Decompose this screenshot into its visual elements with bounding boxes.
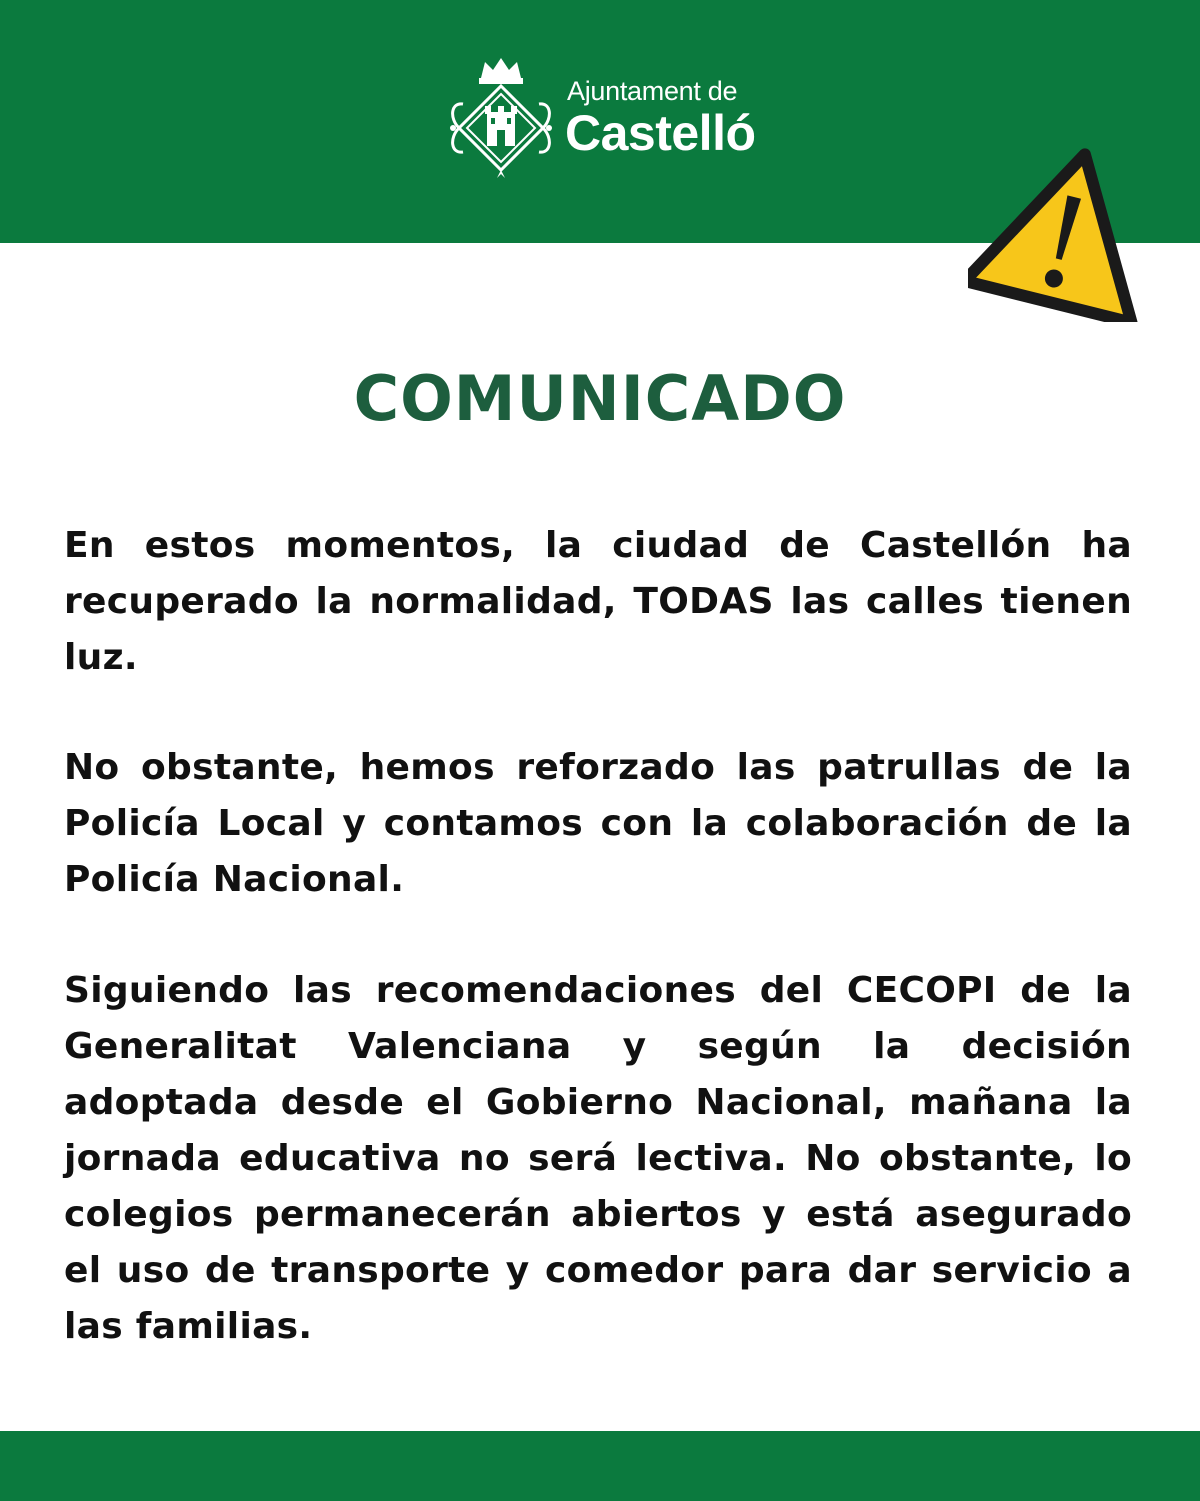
paragraph-normalidad: En estos momentos, la ciudad de Castellón ha recuperado la normalidad, TODAS las calles tienen luz. <box>64 525 1132 678</box>
ajuntament-logo <box>445 52 755 182</box>
footer-banner <box>0 1431 1200 1501</box>
coat-of-arms-icon <box>445 52 557 182</box>
logo-title: Castelló <box>565 105 756 161</box>
page-title: COMUNICADO <box>353 362 847 435</box>
warning-triangle-icon <box>968 138 1164 322</box>
paragraph-cecopi: Siguiendo las recomendaciones del CECOPI de la Generalitat Valenciana y según la decisión adoptada desde el Gobierno Nacional, mañana la jornada educativa no será lectiva. No obstante, lo colegios permanecerán abiertos y está asegurado el uso de transporte y comedor para dar servicio a las familias. <box>64 970 1132 1347</box>
logo-subtitle: Ajuntament de <box>567 76 738 106</box>
paragraph-policia: No obstante, hemos reforzado las patrullas de la Policía Local y contamos con la colaboración de la Policía Nacional. <box>64 747 1132 900</box>
